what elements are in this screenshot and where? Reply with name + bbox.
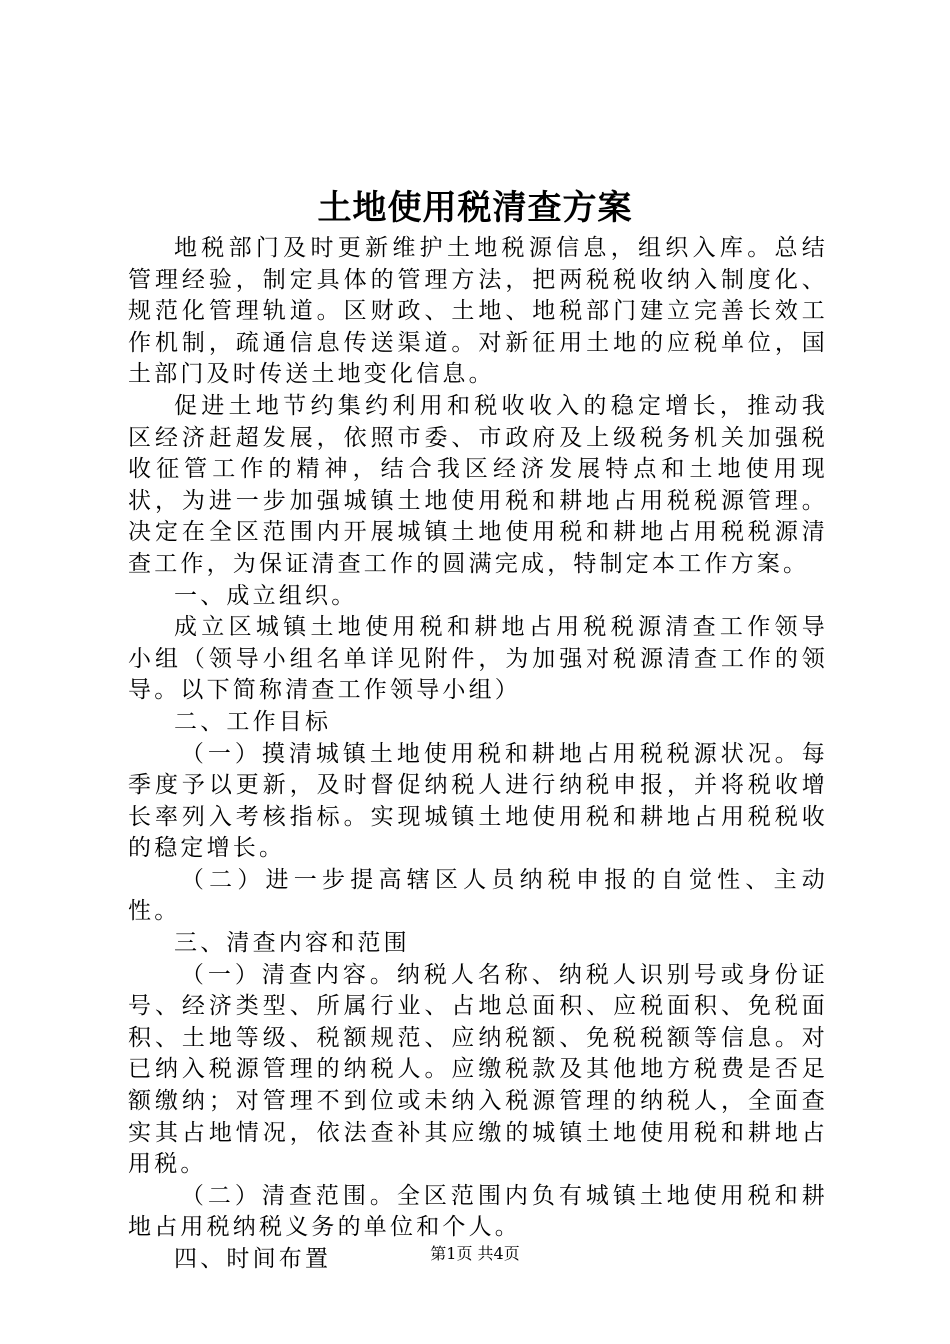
paragraph-organization: 成立区城镇土地使用税和耕地占用税税源清查工作领导小组（领导小组名单详见附件，为加强对税源清查工作的领导。以下简称清查工作领导小组）	[128, 614, 828, 704]
paragraph-intro: 地税部门及时更新维护土地税源信息，组织入库。总结管理经验，制定具体的管理方法，把两税税收纳入制度化、规范化管理轨道。区财政、土地、地税部门建立完善长效工作机制，疏通信息传送渠道。对新征用土地的应税单位，国土部门及时传送土地变化信息。	[128, 235, 828, 388]
paragraph-scope-range: （二）清查范围。全区范围内负有城镇土地使用税和耕地占用税纳税义务的单位和个人。	[128, 1182, 828, 1241]
section-heading-goals: 二、工作目标	[174, 708, 332, 735]
paragraph-goal-1: （一）摸清城镇土地使用税和耕地占用税税源状况。每季度予以更新，及时督促纳税人进行纳税申报，并将税收增长率列入考核指标。实现城镇土地使用税和耕地占用税税收的稳定增长。	[128, 740, 828, 862]
section-heading-schedule: 四、时间布置	[174, 1246, 332, 1272]
page-footer: 第1页 共4页	[430, 1244, 520, 1263]
paragraph-goal-2: （二）进一步提高辖区人员纳税申报的自觉性、主动性。	[128, 866, 828, 925]
paragraph-purpose: 促进土地节约集约利用和税收收入的稳定增长，推动我区经济赶超发展，依照市委、市政府及上级税务机关加强税收征管工作的精神，结合我区经济发展特点和土地使用现状，为进一步加强城镇土地使用税和耕地占用税税源管理。决定在全区范围内开展城镇土地使用税和耕地占用税税源清查工作，为保证清查工作的圆满完成，特制定本工作方案。	[128, 392, 828, 577]
section-heading-scope: 三、清查内容和范围	[174, 930, 410, 957]
document-title: 土地使用税清查方案	[317, 188, 633, 228]
paragraph-scope-content: （一）清查内容。纳税人名称、纳税人识别号或身份证号、经济类型、所属行业、占地总面积、应税面积、免税面积、土地等级、税额规范、应纳税额、免税税额等信息。对已纳入税源管理的纳税人。应缴税款及其他地方税费是否足额缴纳；对管理不到位或未纳入税源管理的纳税人，全面查实其占地情况，依法查补其应缴的城镇土地使用税和耕地占用税。	[128, 961, 828, 1178]
document-body	[128, 233, 828, 1276]
section-heading-organization: 一、成立组织。	[174, 582, 358, 609]
